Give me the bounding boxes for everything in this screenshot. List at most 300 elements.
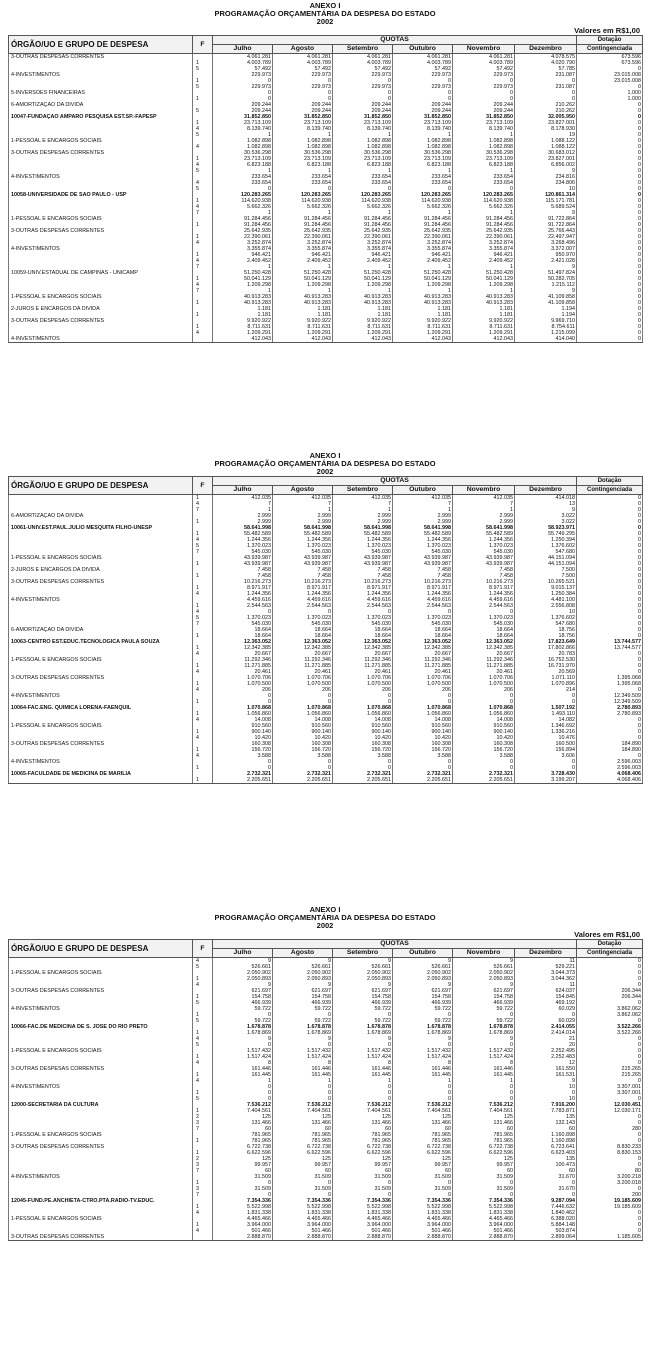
amount-cell: 1.678.878 [393,1024,453,1030]
amount-cell: 7 [273,501,333,507]
amount-cell: 233.654 [393,180,453,186]
amount-cell: 8.139.740 [273,126,333,132]
source-code: 2 [193,1114,213,1120]
amount-cell: 1.678.869 [393,1030,453,1036]
amount-cell: 1.370.023 [453,615,515,621]
amount-cell: 12.349.509 [577,693,643,699]
amount-cell: 60 [213,1126,273,1132]
amount-cell: 1.678.878 [333,1024,393,1030]
source-code: 1 [193,1054,213,1060]
amount-cell: 545.030 [273,621,333,627]
source-code: 1 [193,312,213,318]
amount-cell: 9 [333,958,393,965]
amount-cell: 4.465.466 [453,1216,515,1222]
amount-cell: 0 [453,1012,515,1018]
amount-cell: 0 [213,1096,273,1102]
amount-cell: 7.354.336 [333,1198,393,1204]
amount-cell: 0 [577,1042,643,1048]
amount-cell: 1.070.868 [453,705,515,711]
amount-cell: 160.308 [273,741,333,747]
amount-cell: 229.973 [333,84,393,90]
row-label: 3-OUTRAS DESPESAS CORRENTES [9,318,193,324]
amount-cell: 13.744.577 [577,645,643,651]
amount-cell: 501.466 [213,1228,273,1234]
amount-cell: 6.722.738 [333,1144,393,1150]
amount-cell: 60 [333,1168,393,1174]
amount-cell: 621.697 [333,988,393,994]
amount-cell: 0 [273,96,333,102]
amount-cell: 1.244.356 [333,591,393,597]
amount-cell: 2.732.321 [453,771,515,777]
amount-cell: 55.482.589 [453,531,515,537]
amount-cell: 1.493.110 [515,711,577,717]
amount-cell: 20.667 [393,651,453,657]
amount-cell: 0 [577,958,643,965]
amount-cell: 0 [333,1012,393,1018]
amount-cell: 43.939.987 [453,555,515,561]
budget-table [8,939,643,1241]
amount-cell: 547.680 [515,621,577,627]
amount-cell: 5.522.998 [333,1204,393,1210]
amount-cell: 9 [213,982,273,988]
source-code: 4 [193,651,213,657]
amount-cell: 1.831.338 [453,1210,515,1216]
source-code: 5 [193,1018,213,1024]
amount-cell: 125 [453,1114,515,1120]
amount-cell: 4.481.100 [515,597,577,603]
amount-cell: 210.262 [515,102,577,108]
amount-cell: 4.078.575 [515,54,577,61]
amount-cell: 5.522.998 [453,1204,515,1210]
amount-cell: 1.215.112 [515,282,577,288]
amount-cell: 3.022 [515,519,577,525]
amount-cell: 0 [577,585,643,591]
amount-cell: 156.720 [453,747,515,753]
amount-cell: 5.884.148 [515,1222,577,1228]
amount-cell: 0 [577,555,643,561]
amount-cell: 30.536.298 [273,150,333,156]
amount-cell: 114.620.938 [333,198,393,204]
source-code: 1 [193,645,213,651]
amount-cell: 3.252.874 [213,240,273,246]
amount-cell: 4.003.789 [453,60,515,66]
amount-cell: 125 [273,1114,333,1120]
column-header-month: Julho [213,45,273,54]
amount-cell: 6.722.738 [213,1144,273,1150]
amount-cell: 8.971.917 [333,585,393,591]
amount-cell: 60.029 [515,1006,577,1012]
amount-cell: 50.041.129 [273,276,333,282]
amount-cell: 131.466 [333,1120,393,1126]
amount-cell: 7.446.632 [515,1204,577,1210]
amount-cell: 8.971.917 [393,585,453,591]
amount-cell: 1.209.298 [453,282,515,288]
amount-cell: 4.061.281 [393,54,453,61]
amount-cell: 31.509 [213,1174,273,1180]
amount-cell: 2.544.563 [273,603,333,609]
amount-cell: 31.509 [333,1186,393,1192]
amount-cell: 0 [453,1090,515,1096]
amount-cell: 161.531 [515,1072,577,1078]
source-code: 3 [193,1186,213,1192]
amount-cell: 2.556.808 [515,603,577,609]
amount-cell: 161.446 [213,1066,273,1072]
amount-cell: 57.492 [273,66,333,72]
column-header-month: Dezembro [515,486,577,495]
amount-cell: 8.971.917 [273,585,333,591]
amount-cell: 526.661 [453,964,515,970]
report-page-2 [8,452,642,784]
amount-cell: 0 [515,96,577,102]
amount-cell: 0 [213,693,273,699]
amount-cell: 526.661 [213,964,273,970]
amount-cell: 526.661 [393,964,453,970]
amount-cell: 412.035 [273,495,333,502]
amount-cell: 206.344 [577,994,643,1000]
amount-cell: 125 [273,1156,333,1162]
amount-cell: 57.492 [393,66,453,72]
amount-cell: 120.283.265 [453,192,515,198]
amount-cell: 20.667 [213,651,273,657]
amount-cell: 131.466 [393,1120,453,1126]
amount-cell: 946.421 [393,252,453,258]
amount-cell: 1.082.898 [213,138,273,144]
amount-cell: 0 [577,234,643,240]
source-code: 5 [193,1000,213,1006]
amount-cell: 0 [577,84,643,90]
column-header-contingenciada: Contingenciada [577,486,643,495]
amount-cell: 12.363.052 [213,639,273,645]
row-label: 3-OUTRAS DESPESAS CORRENTES [9,54,193,61]
amount-cell: 160.308 [393,741,453,747]
amount-cell: 2.888.870 [393,1234,453,1241]
amount-cell: 31.852.850 [213,114,273,120]
amount-cell: 209.244 [213,108,273,114]
amount-cell: 0 [577,513,643,519]
amount-cell: 1.070.868 [213,705,273,711]
source-code: 5 [193,168,213,174]
amount-cell: 135 [515,1114,577,1120]
amount-cell: 7.458 [453,567,515,573]
amount-cell: 209.244 [333,102,393,108]
amount-cell: 120.283.265 [393,192,453,198]
amount-cell: 1.678.878 [453,1024,515,1030]
amount-cell: 10.216.273 [213,579,273,585]
column-header-dotacao: Dotação [577,940,643,949]
source-code: 1 [193,561,213,567]
amount-cell: 3.606 [515,753,577,759]
amount-cell: 7.916.200 [515,1102,577,1108]
amount-cell: 1.181 [393,312,453,318]
amount-cell: 1.831.338 [273,1210,333,1216]
amount-cell: 0 [577,192,643,198]
amount-cell: 2.050.902 [453,970,515,976]
amount-cell: 23.827.001 [515,120,577,126]
amount-cell: 2.544.563 [393,603,453,609]
amount-cell: 233.654 [333,180,393,186]
amount-cell: 20 [515,1042,577,1048]
amount-cell: 120.283.265 [333,192,393,198]
amount-cell: 60 [333,1126,393,1132]
source-code: 4 [193,609,213,615]
amount-cell: 1 [213,1078,273,1084]
amount-cell: 1.244.356 [273,537,333,543]
amount-cell: 0 [577,168,643,174]
amount-cell: 7 [453,501,515,507]
amount-cell: 55.482.589 [393,531,453,537]
source-code: 1 [193,994,213,1000]
amount-cell: 0 [333,1096,393,1102]
amount-cell: 2.050.893 [393,976,453,982]
amount-cell: 5.662.326 [393,204,453,210]
source-code: 5 [193,964,213,970]
amount-cell: 12.030.451 [577,1102,643,1108]
amount-cell: 31.852.850 [273,114,333,120]
amount-cell: 7.354.336 [393,1198,453,1204]
amount-cell: 0 [577,336,643,343]
amount-cell: 1.082.898 [393,144,453,150]
amount-cell: 1.070.500 [453,681,515,687]
amount-cell: 25.642.935 [453,228,515,234]
amount-cell: 0 [333,1180,393,1186]
amount-cell: 781.965 [213,1132,273,1138]
row-label: 10058-UNIVERSIDADE DE SÃO PAULO - USP [9,192,193,198]
amount-cell: 0 [393,699,453,705]
amount-cell: 50.041.129 [393,276,453,282]
amount-cell: 40.913.283 [273,300,333,306]
amount-cell: 20.783 [515,651,577,657]
amount-cell: 9.920.922 [213,318,273,324]
source-code: 4 [193,591,213,597]
amount-cell: 14.082 [515,717,577,723]
source-code: 4 [193,537,213,543]
amount-cell: 4.020.790 [515,60,577,66]
amount-cell: 31.509 [453,1174,515,1180]
amount-cell: 781.965 [333,1138,393,1144]
amount-cell: 0 [453,609,515,615]
amount-cell: 0 [577,549,643,555]
source-code: 3 [193,1120,213,1126]
amount-cell: 20.667 [333,651,393,657]
source-code: 4 [193,282,213,288]
amount-cell: 466.939 [393,1000,453,1006]
amount-cell: 0 [577,138,643,144]
amount-cell: 14.008 [273,717,333,723]
amount-cell: 3.252.874 [273,240,333,246]
amount-cell: 1 [453,288,515,294]
amount-cell: 1 [393,507,453,513]
amount-cell: 50.041.129 [453,276,515,282]
amount-cell: 0 [213,1012,273,1018]
amount-cell: 1.517.424 [213,1054,273,1060]
amount-cell: 1.209.291 [213,330,273,336]
amount-cell: 23.713.109 [453,156,515,162]
amount-cell: 0 [577,543,643,549]
amount-cell: 0 [515,1090,577,1096]
amount-cell: 1.840.462 [515,1210,577,1216]
amount-cell: 114.620.938 [453,198,515,204]
amount-cell: 1.000 [577,90,643,96]
amount-cell: 20.461 [453,669,515,675]
source-code: 1 [193,531,213,537]
amount-cell: 8.711.631 [453,324,515,330]
source-code: 5 [193,84,213,90]
amount-cell: 412.035 [333,495,393,502]
amount-cell: 2.780.893 [577,705,643,711]
amount-cell: 11.292.346 [453,657,515,663]
amount-cell: 1.181 [333,312,393,318]
source-code: 1 [193,633,213,639]
amount-cell: 99.957 [213,1162,273,1168]
amount-cell: 1.831.338 [333,1210,393,1216]
amount-cell: 1 [273,132,333,138]
source-code: 1 [193,60,213,66]
amount-cell: 0 [577,1210,643,1216]
amount-cell: 900.140 [273,729,333,735]
amount-cell: 59.722 [213,1006,273,1012]
amount-cell: 2.888.870 [273,1234,333,1241]
amount-cell: 184.890 [577,741,643,747]
table-row [9,1234,643,1241]
amount-cell: 7.354.336 [453,1198,515,1204]
amount-cell: 31.670 [515,1174,577,1180]
amount-cell: 3.307.001 [577,1090,643,1096]
amount-cell: 1 [273,507,333,513]
amount-cell: 0 [577,1228,643,1234]
amount-cell: 7.536.212 [453,1102,515,1108]
amount-cell: 40.913.283 [273,294,333,300]
amount-cell: 99.957 [453,1162,515,1168]
amount-cell: 1.070.500 [333,681,393,687]
amount-cell: 229.973 [273,84,333,90]
amount-cell: 161.445 [213,1072,273,1078]
amount-cell: 12.342.385 [273,645,333,651]
amount-cell: 3.307.001 [577,1084,643,1090]
source-code: 1 [193,1150,213,1156]
row-label: 4-INVESTIMENTOS [9,336,193,343]
amount-cell: 2.050.902 [213,970,273,976]
amount-cell: 0 [577,1048,643,1054]
amount-cell: 1.370.023 [333,543,393,549]
amount-cell: 91.284.456 [453,222,515,228]
amount-cell: 0 [273,1180,333,1186]
amount-cell: 0 [577,982,643,988]
amount-cell: 910.560 [273,723,333,729]
amount-cell: 115.171.781 [515,198,577,204]
amount-cell: 161.445 [333,1072,393,1078]
amount-cell: 1.070.500 [273,681,333,687]
amount-cell: 5.662.326 [453,204,515,210]
amount-cell: 1 [333,132,393,138]
amount-cell: 125 [453,1156,515,1162]
amount-cell: 10.476 [515,735,577,741]
amount-cell: 229.973 [453,84,515,90]
row-label: 4-INVESTIMENTOS [9,693,193,699]
amount-cell: 1.370.023 [393,615,453,621]
amount-cell: 900.140 [213,729,273,735]
amount-cell: 160.308 [333,741,393,747]
source-code: 4 [193,204,213,210]
amount-cell: 11.292.346 [273,657,333,663]
amount-cell: 91.722.864 [515,216,577,222]
amount-cell: 4.459.616 [213,597,273,603]
amount-cell: 781.965 [393,1138,453,1144]
amount-cell: 1.209.291 [333,330,393,336]
amount-cell: 23.015.008 [577,72,643,78]
amount-cell: 0 [453,96,515,102]
amount-cell: 0 [393,1096,453,1102]
amount-cell: 6.856.002 [515,162,577,168]
amount-cell: 209.244 [393,102,453,108]
amount-cell: 8 [273,1060,333,1066]
amount-cell: 466.939 [273,1000,333,1006]
amount-cell: 1.244.356 [393,537,453,543]
amount-cell: 781.965 [273,1138,333,1144]
amount-cell: 7.354.336 [273,1198,333,1204]
source-code: 1 [193,96,213,102]
source-code: 4 [193,1078,213,1084]
amount-cell: 91.284.456 [333,222,393,228]
source-code: 1 [193,495,213,502]
source-code: 1 [193,681,213,687]
report-year: 2002 [316,17,334,26]
amount-cell: 2.544.563 [213,603,273,609]
source-code: 1 [193,1090,213,1096]
amount-cell: 43.939.987 [393,561,453,567]
source-code: 1 [193,699,213,705]
amount-cell: 40.913.283 [453,300,515,306]
amount-cell: 5.662.326 [273,204,333,210]
row-label: 4-INVESTIMENTOS [9,246,193,252]
amount-cell: 0 [577,717,643,723]
amount-cell: 214 [515,687,577,693]
amount-cell: 9.920.922 [393,318,453,324]
amount-cell: 50.282.705 [515,276,577,282]
amount-cell: 6.823.188 [273,162,333,168]
source-code: 5 [193,66,213,72]
amount-cell: 0 [273,1090,333,1096]
source-code: 1 [193,1138,213,1144]
column-header-month: Outubro [393,45,453,54]
amount-cell: 31.509 [393,1186,453,1192]
amount-cell: 0 [213,1042,273,1048]
amount-cell: 154.758 [333,994,393,1000]
amount-cell: 4.003.789 [393,60,453,66]
amount-cell: 0 [333,78,393,84]
amount-cell: 1.517.424 [393,1054,453,1060]
amount-cell: 18.664 [213,633,273,639]
amount-cell: 58.641.998 [333,525,393,531]
amount-cell: 7 [213,501,273,507]
amount-cell: 910.560 [393,723,453,729]
amount-cell: 0 [333,1084,393,1090]
amount-cell: 1.088.122 [515,138,577,144]
amount-cell: 43.939.987 [213,555,273,561]
amount-cell: 0 [577,318,643,324]
amount-cell: 1 [213,168,273,174]
row-label: 4-INVESTIMENTOS [9,174,193,180]
amount-cell: 0 [577,723,643,729]
amount-cell: 1.181 [213,306,273,312]
amount-cell: 2.050.893 [213,976,273,982]
amount-cell: 0 [577,501,643,507]
amount-cell: 154.758 [453,994,515,1000]
amount-cell: 2.732.321 [393,771,453,777]
amount-cell: 2.050.893 [453,976,515,982]
amount-cell: 7.404.561 [213,1108,273,1114]
budget-table [8,35,643,343]
amount-cell: 6.722.738 [273,1144,333,1150]
